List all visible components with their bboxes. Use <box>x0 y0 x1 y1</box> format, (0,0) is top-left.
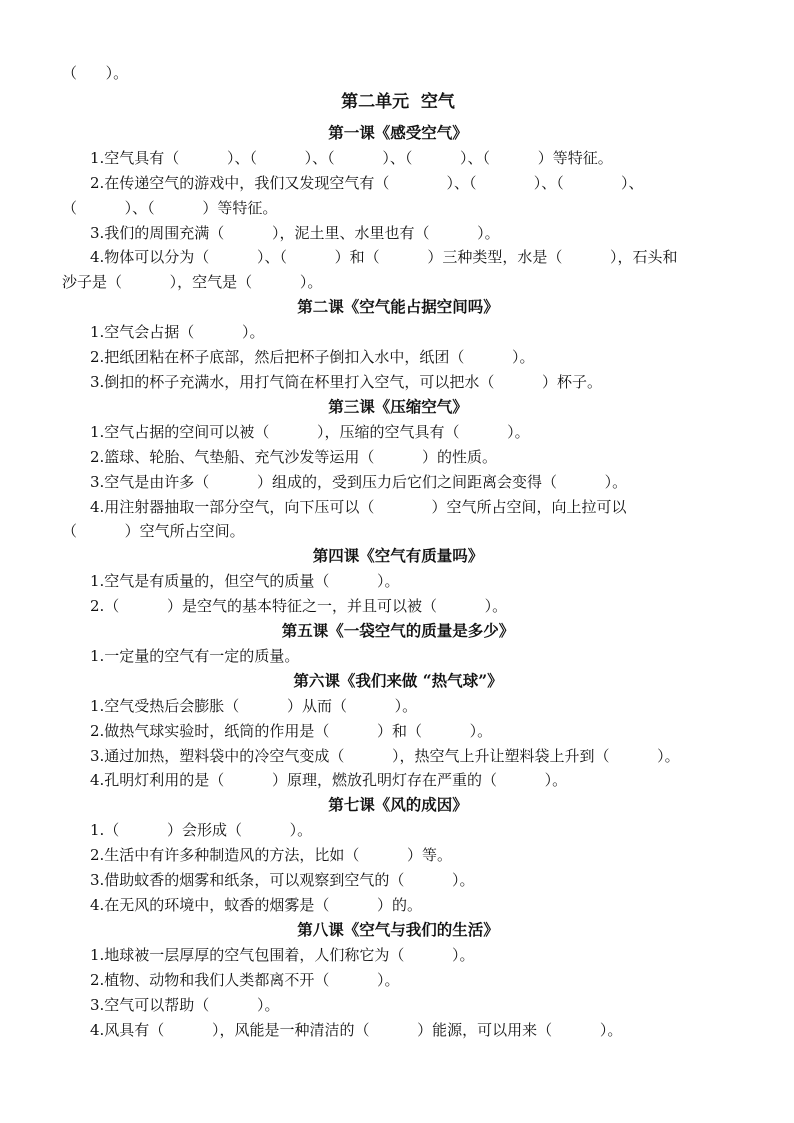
question-line: 2.生活中有许多种制造风的方法，比如（ ）等。 <box>90 846 452 865</box>
question-line: 3.借助蚊香的烟雾和纸条，可以观察到空气的（ ）。 <box>90 871 475 890</box>
lesson-list <box>62 121 734 1043</box>
question-line: 4.用注射器抽取一部分空气，向下压可以（ ）空气所占空间，向上拉可以 <box>90 497 627 516</box>
lesson-title: 第五课《一袋空气的质量是多少》 <box>281 621 515 641</box>
lesson-title: 第六课《我们来做 “热气球”》 <box>293 670 503 690</box>
question-line: 1.一定量的空气有一定的质量。 <box>90 646 300 665</box>
question-line: 4.在无风的环境中，蚊香的烟雾是（ ）的。 <box>90 896 422 914</box>
question-line: 1.空气会占据（ ）。 <box>90 323 265 342</box>
lesson-section <box>62 793 734 918</box>
question-line: 3.空气可以帮助（ ）。 <box>90 995 280 1014</box>
lesson-section <box>62 669 734 794</box>
question-line: 3.我们的周围充满（ ），泥土里、水里也有（ ）。 <box>90 223 500 242</box>
question-line: 1.空气受热后会膨胀（ ）从而（ ）。 <box>90 696 418 715</box>
question-line: 4.风具有（ ），风能是一种清洁的（ ）能源，可以用来（ ）。 <box>90 1020 623 1039</box>
question-line: 1.（ ）会形成（ ）。 <box>90 821 313 840</box>
question-line: 3.倒扣的杯子充满水，用打气筒在杯里打入空气，可以把水（ ）杯子。 <box>90 372 602 391</box>
question-line: 4.孔明灯利用的是（ ）原理，燃放孔明灯存在严重的（ ）。 <box>90 771 568 790</box>
lesson-section <box>62 544 734 619</box>
question-line: 2.做热气球实验时，纸筒的作用是（ ）和（ ）。 <box>90 721 493 740</box>
lesson-section <box>62 395 734 544</box>
lesson-title: 第一课《感受空气》 <box>328 122 468 142</box>
lesson-title: 第二课《空气能占据空间吗》 <box>297 297 499 317</box>
question-line: 3.空气是由许多（ ）组成的，受到压力后它们之间距离会变得（ ）。 <box>90 472 628 491</box>
question-line: 1.空气是有质量的，但空气的质量（ ）。 <box>90 572 400 591</box>
question-line: 1.空气占据的空间可以被（ ），压缩的空气具有（ ）。 <box>90 422 530 441</box>
lesson-title: 第八课《空气与我们的生活》 <box>297 919 499 939</box>
lesson-title: 第三课《压缩空气》 <box>328 396 468 416</box>
question-line: 4.物体可以分为（ ）、（ ）和（ ）三种类型，水是（ ），石头和 <box>90 248 678 267</box>
lesson-section <box>62 295 734 395</box>
question-line: 2.在传递空气的游戏中，我们又发现空气有（ ）、（ ）、（ ）、 <box>90 173 644 192</box>
question-line: 2.植物、动物和我们人类都离不开（ ）。 <box>90 970 400 989</box>
unit-title: 第二单元 空气 <box>341 91 455 112</box>
question-line: （ ）空气所占空间。 <box>62 522 245 541</box>
question-line: 3.通过加热，塑料袋中的冷空气变成（ ），热空气上升让塑料袋上升到（ ）。 <box>90 746 680 765</box>
lesson-title: 第四课《空气有质量吗》 <box>312 546 484 566</box>
lesson-section <box>62 619 734 669</box>
question-line: 1.地球被一层厚厚的空气包围着，人们称它为（ ）。 <box>90 945 475 964</box>
continued-blank-line: （ ）。 <box>62 64 129 82</box>
lesson-section <box>62 918 734 1043</box>
question-line: （ ）、（ ）等特征。 <box>62 198 278 217</box>
lesson-section <box>62 121 734 295</box>
question-line: 2.篮球、轮胎、气垫船、充气沙发等运用（ ）的性质。 <box>90 447 497 466</box>
question-line: 沙子是（ ），空气是（ ）。 <box>62 273 323 292</box>
question-line: 2.（ ）是空气的基本特征之一，并且可以被（ ）。 <box>90 597 508 616</box>
lesson-title: 第七课《风的成因》 <box>328 795 468 815</box>
question-line: 2.把纸团粘在杯子底部，然后把杯子倒扣入水中，纸团（ ）。 <box>90 348 535 367</box>
question-line: 1.空气具有（ ）、（ ）、（ ）、（ ）、（ ）等特征。 <box>90 148 613 167</box>
